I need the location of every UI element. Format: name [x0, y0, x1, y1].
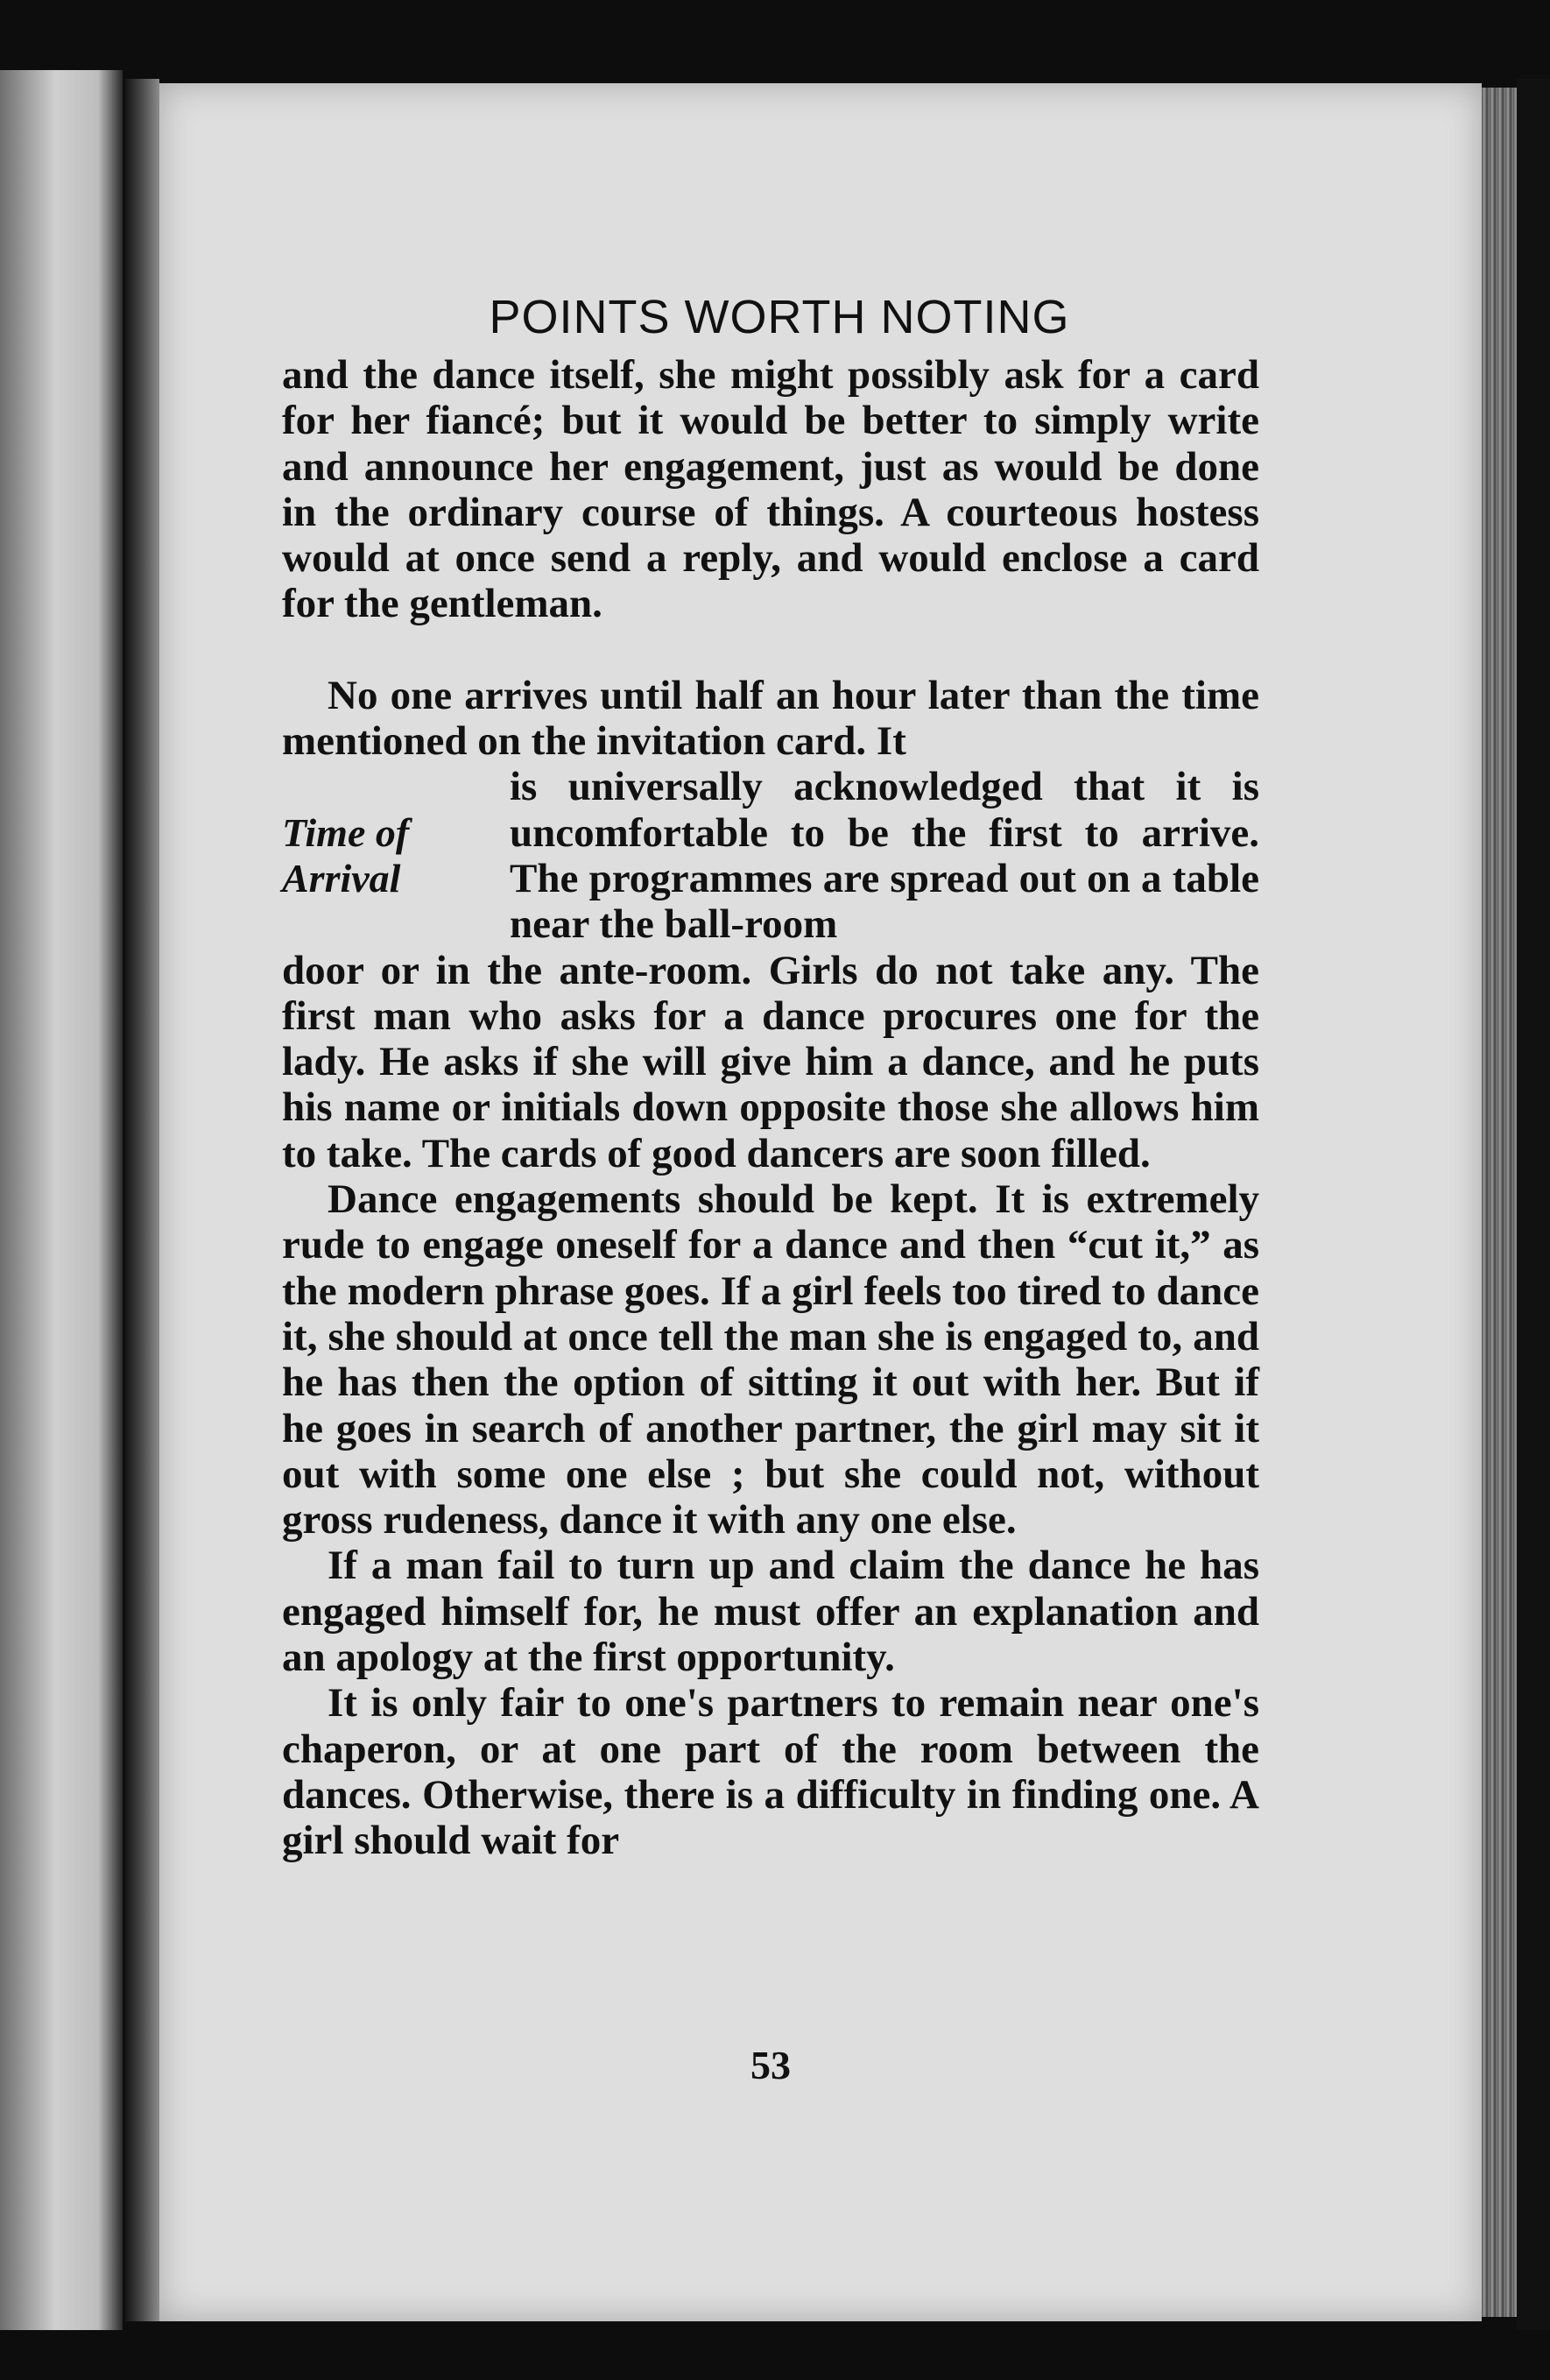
- paragraph-2-lead: No one arrives until half an hour later than the time mentioned on the invitation card. It: [282, 672, 1259, 765]
- facing-page-edge: [0, 70, 123, 2330]
- paragraph-2-tail: door or in the ante-room. Girls do not take any. The first man who asks for a dance procures one for the lady. He asks if she will give him a dance, and he puts his name or initials down opposite those she allows him to take. The cards of good dancers are soon filled.: [282, 947, 1259, 1176]
- book-gutter: [124, 79, 159, 2321]
- paragraph-5: It is only fair to one's partners to remain near one's chaperon, or at one part of the room between the dances. Otherwise, there is a difficulty in finding one. A girl should wait for: [282, 1680, 1259, 1864]
- paragraph-1: and the dance itself, she might possibly ask for a card for her fiancé; but it would be better to simply write and announce her engagement, just as would be done in the ordinary course of things. A courteous hostess would at once send a reply, and would enclose a card for the gentleman.: [282, 352, 1259, 627]
- page-text: [282, 289, 1259, 2087]
- running-head: POINTS WORTH NOTING: [489, 291, 1070, 343]
- sidenote-block: [282, 764, 1259, 947]
- margin-note-line-2: Arrival: [282, 855, 401, 900]
- scan-border-right: [1517, 79, 1550, 2330]
- paragraph-4: If a man fail to turn up and claim the dance he has engaged himself for, he must offer an explanation and an apology at the first opportunity.: [282, 1543, 1259, 1681]
- page-stack-edge: [1482, 88, 1517, 2317]
- paragraph-2-side: is universally acknowledged that it is uncomfortable to be the first to arrive. The programmes are spread out on a table near the ball-room: [510, 764, 1259, 948]
- margin-note-line-1: Time of: [282, 809, 410, 855]
- margin-note: [282, 764, 483, 901]
- page-number: 53: [750, 2043, 791, 2087]
- paragraph-3: Dance engagements should be kept. It is extremely rude to engage oneself for a dance and then “cut it,” as the modern phrase goes. If a girl feels too tired to dance it, she should at once tell the man she is engaged to, and he has then the option of sitting it out with her. But if he goes in search of another partner, the girl may sit it out with some one else ; but she could not, without gross rudeness, dance it with any one else.: [282, 1176, 1259, 1543]
